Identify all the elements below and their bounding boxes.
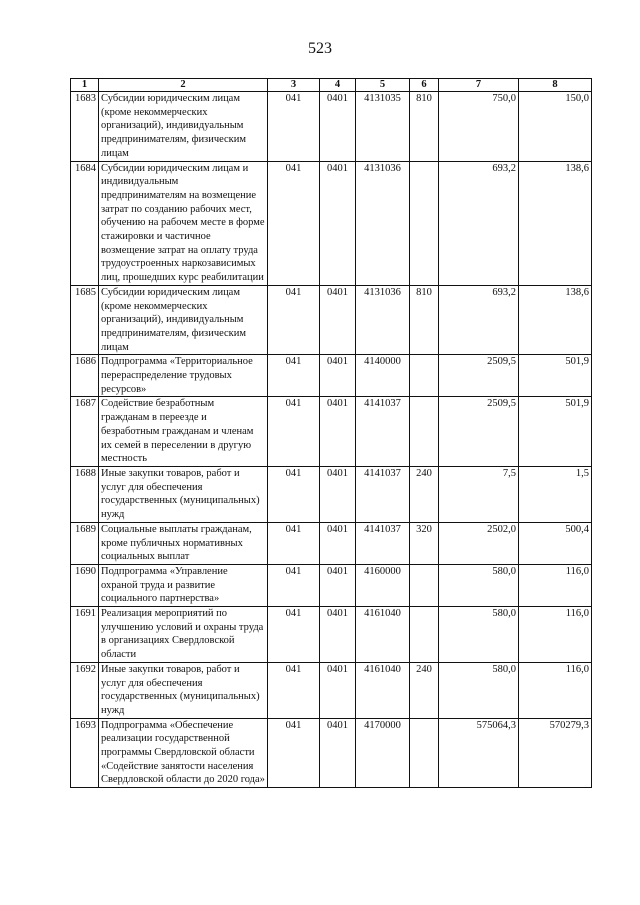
row-value-7: 2502,0 bbox=[439, 522, 519, 564]
row-number: 1692 bbox=[71, 662, 99, 718]
row-name: Подпрограмма «Обеспечение реализации государственной программы Свердловской области «Содействие занятости населения Свердловской области до 2020 года» bbox=[99, 718, 268, 788]
row-name: Подпрограмма «Управление охраной труда и развитие социального партнерства» bbox=[99, 564, 268, 606]
table-row bbox=[71, 92, 592, 162]
col-header-4: 4 bbox=[320, 79, 356, 92]
header-row bbox=[71, 79, 592, 92]
table-row bbox=[71, 564, 592, 606]
row-code-target: 4131036 bbox=[356, 285, 410, 355]
row-value-7: 693,2 bbox=[439, 285, 519, 355]
row-name: Содействие безработным гражданам в переезде и безработным гражданам и членам их семей в переселении в другую местность bbox=[99, 397, 268, 467]
row-value-7: 575064,3 bbox=[439, 718, 519, 788]
row-code-expense-type bbox=[410, 355, 439, 397]
row-name: Субсидии юридическим лицам и индивидуальным предпринимателям на возмещение затрат по созданию рабочих мест, обучению на рабочем месте в форме стажировки и частичное возмещение затрат на оплату труда трудоустроенных наркозависимых лиц, прошедших курс реабилитации bbox=[99, 161, 268, 285]
table-row bbox=[71, 718, 592, 788]
row-value-8: 138,6 bbox=[519, 161, 592, 285]
row-number: 1691 bbox=[71, 607, 99, 663]
col-header-5: 5 bbox=[356, 79, 410, 92]
row-code-target: 4131035 bbox=[356, 92, 410, 162]
row-value-7: 580,0 bbox=[439, 564, 519, 606]
budget-table bbox=[70, 78, 592, 788]
row-code-expense-type bbox=[410, 564, 439, 606]
table-row bbox=[71, 662, 592, 718]
row-code-section: 0401 bbox=[320, 564, 356, 606]
row-value-8: 138,6 bbox=[519, 285, 592, 355]
col-header-6: 6 bbox=[410, 79, 439, 92]
row-code-section: 0401 bbox=[320, 607, 356, 663]
row-number: 1690 bbox=[71, 564, 99, 606]
row-code-ministry: 041 bbox=[268, 355, 320, 397]
table-row bbox=[71, 285, 592, 355]
row-code-expense-type bbox=[410, 397, 439, 467]
col-header-1: 1 bbox=[71, 79, 99, 92]
row-code-ministry: 041 bbox=[268, 466, 320, 522]
table-row bbox=[71, 466, 592, 522]
row-value-8: 570279,3 bbox=[519, 718, 592, 788]
row-code-ministry: 041 bbox=[268, 662, 320, 718]
row-value-7: 2509,5 bbox=[439, 355, 519, 397]
row-value-8: 116,0 bbox=[519, 564, 592, 606]
row-number: 1687 bbox=[71, 397, 99, 467]
row-value-7: 7,5 bbox=[439, 466, 519, 522]
row-code-expense-type bbox=[410, 161, 439, 285]
row-value-8: 116,0 bbox=[519, 607, 592, 663]
row-code-section: 0401 bbox=[320, 355, 356, 397]
row-code-target: 4141037 bbox=[356, 522, 410, 564]
row-value-8: 116,0 bbox=[519, 662, 592, 718]
row-code-target: 4170000 bbox=[356, 718, 410, 788]
col-header-2: 2 bbox=[99, 79, 268, 92]
row-code-target: 4141037 bbox=[356, 397, 410, 467]
row-value-7: 693,2 bbox=[439, 161, 519, 285]
row-code-expense-type bbox=[410, 607, 439, 663]
row-number: 1689 bbox=[71, 522, 99, 564]
row-code-target: 4141037 bbox=[356, 466, 410, 522]
row-value-8: 501,9 bbox=[519, 397, 592, 467]
row-value-7: 580,0 bbox=[439, 662, 519, 718]
row-name: Иные закупки товаров, работ и услуг для обеспечения государственных (муниципальных) нужд bbox=[99, 466, 268, 522]
row-name: Социальные выплаты гражданам, кроме публичных нормативных социальных выплат bbox=[99, 522, 268, 564]
row-code-ministry: 041 bbox=[268, 161, 320, 285]
row-code-target: 4140000 bbox=[356, 355, 410, 397]
row-name: Реализация мероприятий по улучшению условий и охраны труда в организациях Свердловской области bbox=[99, 607, 268, 663]
row-value-7: 2509,5 bbox=[439, 397, 519, 467]
table-row bbox=[71, 397, 592, 467]
row-code-ministry: 041 bbox=[268, 718, 320, 788]
col-header-8: 8 bbox=[519, 79, 592, 92]
row-value-7: 580,0 bbox=[439, 607, 519, 663]
row-code-ministry: 041 bbox=[268, 564, 320, 606]
row-code-ministry: 041 bbox=[268, 397, 320, 467]
row-code-section: 0401 bbox=[320, 397, 356, 467]
row-code-expense-type: 810 bbox=[410, 92, 439, 162]
row-code-section: 0401 bbox=[320, 522, 356, 564]
row-code-target: 4161040 bbox=[356, 662, 410, 718]
row-name: Иные закупки товаров, работ и услуг для обеспечения государственных (муниципальных) нужд bbox=[99, 662, 268, 718]
table-row bbox=[71, 355, 592, 397]
row-value-8: 150,0 bbox=[519, 92, 592, 162]
table-row bbox=[71, 607, 592, 663]
row-number: 1686 bbox=[71, 355, 99, 397]
row-code-expense-type bbox=[410, 718, 439, 788]
row-name: Субсидии юридическим лицам (кроме некоммерческих организаций), индивидуальным предпринимателям, физическим лицам bbox=[99, 285, 268, 355]
row-value-7: 750,0 bbox=[439, 92, 519, 162]
row-code-ministry: 041 bbox=[268, 92, 320, 162]
row-code-ministry: 041 bbox=[268, 285, 320, 355]
row-number: 1685 bbox=[71, 285, 99, 355]
row-code-section: 0401 bbox=[320, 718, 356, 788]
row-number: 1683 bbox=[71, 92, 99, 162]
page-number: 523 bbox=[308, 40, 332, 57]
row-code-expense-type: 320 bbox=[410, 522, 439, 564]
table-row bbox=[71, 522, 592, 564]
row-code-ministry: 041 bbox=[268, 607, 320, 663]
table-row bbox=[71, 161, 592, 285]
row-code-section: 0401 bbox=[320, 161, 356, 285]
row-value-8: 501,9 bbox=[519, 355, 592, 397]
row-code-ministry: 041 bbox=[268, 522, 320, 564]
row-code-target: 4160000 bbox=[356, 564, 410, 606]
row-code-section: 0401 bbox=[320, 92, 356, 162]
row-number: 1688 bbox=[71, 466, 99, 522]
row-value-8: 500,4 bbox=[519, 522, 592, 564]
row-code-target: 4161040 bbox=[356, 607, 410, 663]
row-code-target: 4131036 bbox=[356, 161, 410, 285]
col-header-3: 3 bbox=[268, 79, 320, 92]
row-code-expense-type: 240 bbox=[410, 662, 439, 718]
row-number: 1684 bbox=[71, 161, 99, 285]
row-code-section: 0401 bbox=[320, 662, 356, 718]
row-code-expense-type: 810 bbox=[410, 285, 439, 355]
row-code-section: 0401 bbox=[320, 466, 356, 522]
row-code-expense-type: 240 bbox=[410, 466, 439, 522]
row-name: Подпрограмма «Территориальное перераспределение трудовых ресурсов» bbox=[99, 355, 268, 397]
row-value-8: 1,5 bbox=[519, 466, 592, 522]
row-name: Субсидии юридическим лицам (кроме некоммерческих организаций), индивидуальным предпринимателям, физическим лицам bbox=[99, 92, 268, 162]
row-number: 1693 bbox=[71, 718, 99, 788]
row-code-section: 0401 bbox=[320, 285, 356, 355]
col-header-7: 7 bbox=[439, 79, 519, 92]
